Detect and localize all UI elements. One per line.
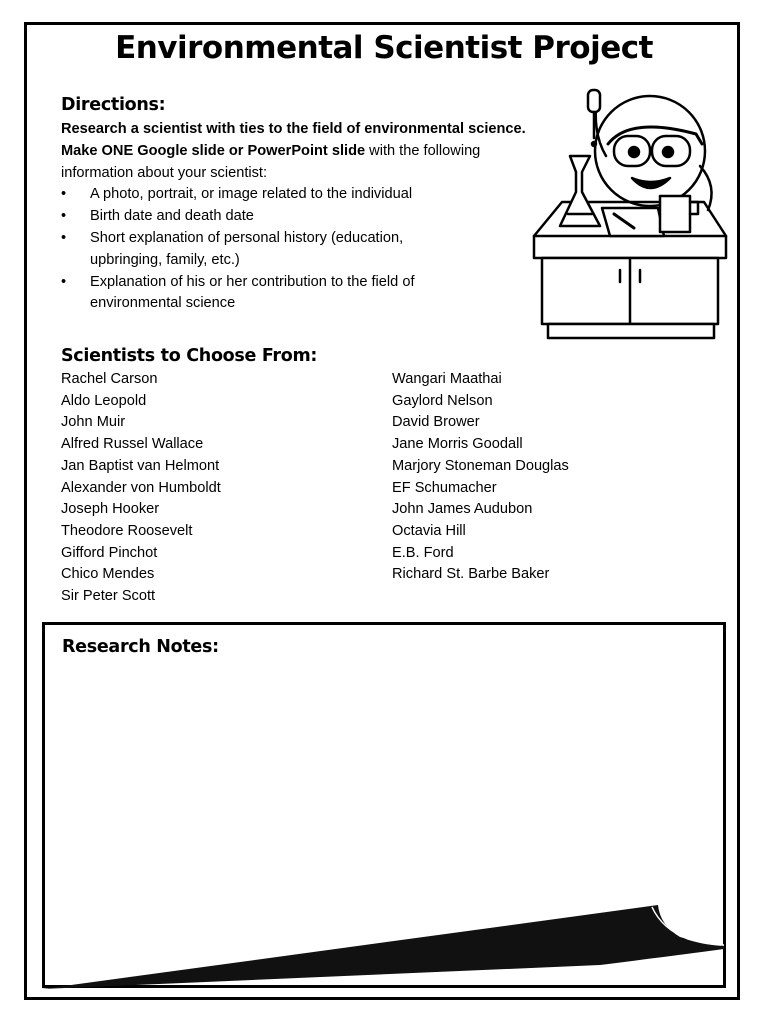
bullet-item: • A photo, portrait, or image related to the individual — [61, 184, 445, 206]
directions-line-2 — [61, 141, 531, 185]
scientist-name: Joseph Hooker — [61, 501, 160, 518]
scientist-name: Rachel Carson — [61, 371, 158, 387]
scientist-name: Alfred Russel Wallace — [61, 436, 204, 453]
scientist-name: Sir Peter Scott — [61, 588, 156, 605]
scientist-name: John Muir — [61, 414, 126, 431]
scientists-list-right — [392, 369, 569, 586]
flask — [560, 156, 600, 226]
scientist-name: EF Schumacher — [392, 479, 497, 496]
directions-heading: Directions: — [61, 95, 166, 115]
bullet-item: • Short explanation of personal history (education, upbringing, family, etc.) — [61, 228, 445, 272]
directions-bullet-list — [61, 184, 531, 315]
scientist-name: Octavia Hill — [392, 522, 466, 539]
directions-body — [61, 119, 531, 315]
scientist-name: Gifford Pinchot — [61, 544, 158, 561]
beaker — [660, 196, 690, 232]
scientist-name: Marjory Stoneman Douglas — [392, 457, 569, 474]
scientist-name: John James Audubon — [392, 501, 533, 518]
desk-top — [534, 236, 726, 258]
scientist-name: Wangari Maathai — [392, 371, 502, 387]
research-notes-heading: Research Notes: — [62, 637, 219, 657]
scientists-list-left — [61, 369, 221, 608]
scientist-name: Gaylord Nelson — [392, 392, 493, 409]
directions-line-2-rest: with the following information about your scientist: — [61, 142, 481, 181]
scientist-name: Aldo Leopold — [61, 392, 147, 409]
page-curl-shadow — [40, 895, 730, 991]
scientist-name: Alexander von Humboldt — [61, 479, 221, 496]
scientist-name: Jan Baptist van Helmont — [61, 457, 220, 474]
directions-line-1: Research a scientist with ties to the field of environmental science. — [61, 121, 526, 137]
bullet-item: • Birth date and death date — [61, 206, 445, 228]
page-title: Environmental Scientist Project — [115, 30, 653, 66]
scientist-clipart — [528, 86, 733, 344]
scientist-name: Theodore Roosevelt — [61, 522, 193, 539]
directions-line-2-bold: Make ONE Google slide or PowerPoint slide — [61, 142, 366, 159]
scientist-name: Richard St. Barbe Baker — [392, 566, 550, 583]
scientists-heading: Scientists to Choose From: — [61, 346, 318, 366]
scientist-name: David Brower — [392, 414, 480, 431]
scientist-name: Jane Morris Goodall — [392, 436, 523, 453]
bullet-item: • Explanation of his or her contribution to the field of environmental science — [61, 272, 445, 316]
scientist-name: Chico Mendes — [61, 566, 155, 583]
scientist-name: E.B. Ford — [392, 544, 454, 561]
